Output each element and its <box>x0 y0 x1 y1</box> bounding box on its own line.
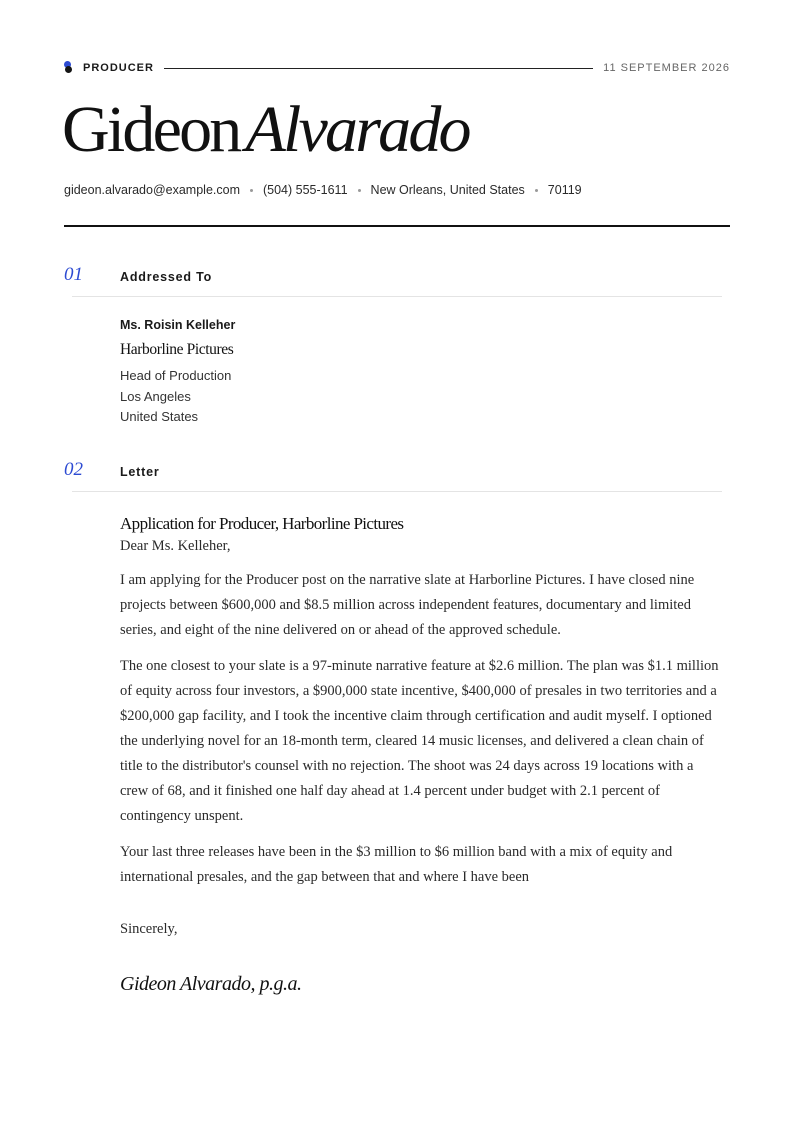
section-title-letter: Letter <box>120 465 160 479</box>
contact-location: New Orleans, United States <box>370 183 525 197</box>
letter-closing: Sincerely, <box>120 921 178 937</box>
letter-paragraph: Your last three releases have been in the $3 million to $6 million band with a mix of equity and international presales, and the gap between that and where I have been <box>120 844 673 885</box>
last-name: Alvarado <box>245 93 469 166</box>
recipient-name: Ms. Roisin Kelleher <box>120 318 236 332</box>
recipient-block <box>120 317 720 428</box>
section-divider <box>72 491 722 492</box>
section-number: 01 <box>64 264 83 285</box>
contact-email: gideon.alvarado@example.com <box>64 183 240 197</box>
signature: Gideon Alvarado, p.g.a. <box>120 973 302 995</box>
letter-body <box>120 513 725 996</box>
separator-dot-icon <box>535 189 538 192</box>
section-divider <box>72 296 722 297</box>
letter-paragraph: I am applying for the Producer post on the narrative slate at Harborline Pictures. I have closed nine projects between $600,000 and $8.5 million across independent features, documentary and limited series, and eight of the nine delivered on or ahead of the approved schedule. <box>120 572 695 638</box>
letter-subject: Application for Producer, Harborline Pictures <box>120 514 404 533</box>
separator-dot-icon <box>358 189 361 192</box>
brand-dots-icon <box>64 61 74 75</box>
letter-date: 11 SEPTEMBER 2026 <box>603 62 730 74</box>
sender-name <box>62 92 469 168</box>
header-rule <box>164 68 593 69</box>
header-divider <box>64 225 730 227</box>
letter-paragraph: The one closest to your slate is a 97-minute narrative feature at $2.6 million. The plan was $1.1 million of equity across four investors, a $900,000 state incentive, $400,000 of presales in two territories and a $200,000 gap facility, and I took the incentive claim through certification and audit myself. I optioned the underlying novel for an 18-month term, cleared 14 music licenses, and delivered a clean chain of title to the distributor's counsel with no rejection. The shoot was 24 days across 19 locations with a crew of 68, and it finished one half day ahead at 1.4 percent under budget with 2.1 percent of contingency unspent. <box>120 658 719 824</box>
contact-phone: (504) 555-1611 <box>262 183 348 197</box>
recipient-city: Los Angeles <box>120 388 191 404</box>
contact-postal: 70119 <box>547 183 582 197</box>
recipient-organization: Harborline Pictures <box>120 341 234 358</box>
header-top-bar <box>64 61 730 75</box>
contact-line <box>64 183 582 197</box>
role-label: PRODUCER <box>83 62 154 74</box>
section-number: 02 <box>64 459 83 480</box>
section-title-addressed-to: Addressed To <box>120 270 213 284</box>
recipient-title: Head of Production <box>120 368 232 383</box>
letter-salutation: Dear Ms. Kelleher, <box>120 538 231 554</box>
separator-dot-icon <box>250 189 253 192</box>
recipient-country: United States <box>120 409 199 424</box>
first-name: Gideon <box>62 93 240 166</box>
